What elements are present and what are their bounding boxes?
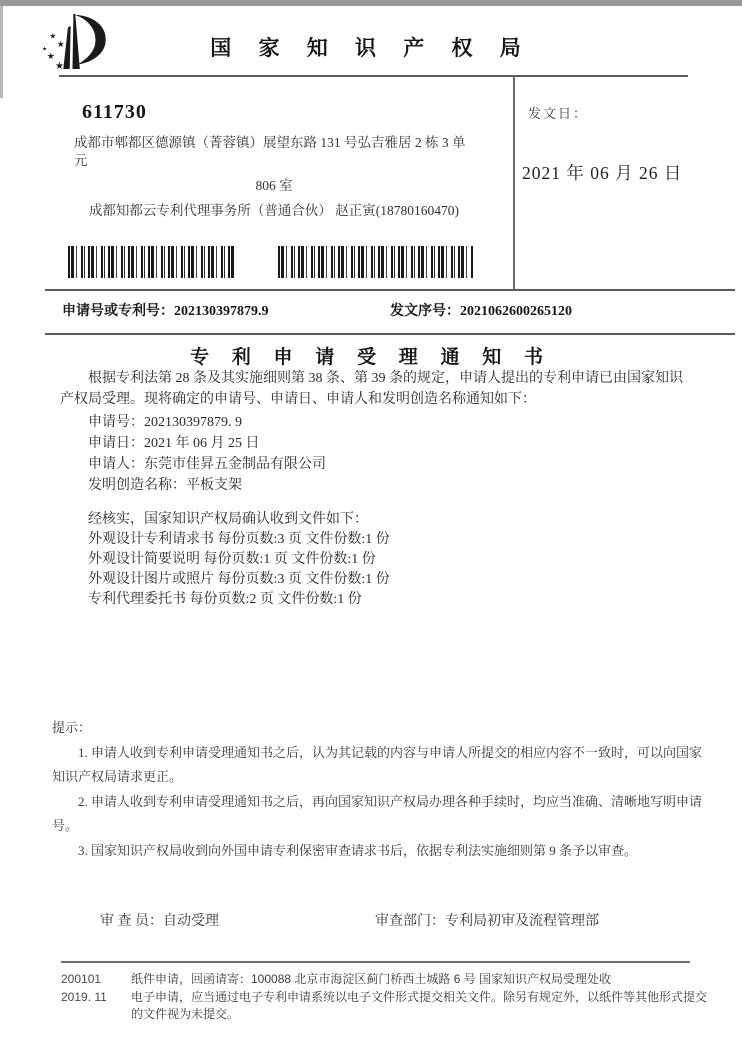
serial-number-label: 发文序号： bbox=[390, 304, 460, 319]
received-documents-list bbox=[60, 530, 694, 610]
serial-number bbox=[390, 300, 572, 320]
footer-row bbox=[61, 971, 709, 989]
tips-section bbox=[52, 716, 710, 863]
dispatch-date-label: 发文日： bbox=[528, 106, 589, 121]
department-value: 专利局初审及流程管理部 bbox=[445, 914, 599, 929]
examiner bbox=[100, 910, 219, 930]
examiner-label: 审 查 员： bbox=[100, 914, 163, 929]
detail-invention-title: 发明创造名称：平板支架 bbox=[88, 478, 242, 493]
application-details bbox=[60, 412, 694, 496]
svg-text:★: ★ bbox=[46, 50, 55, 61]
confirm-line: 经核实，国家知识产权局确认收到文件如下： bbox=[88, 512, 368, 527]
recipient-agency-line: 成都知都云专利代理事务所（普通合伙） 赵正寅(18780160470) bbox=[88, 203, 460, 218]
received-doc-item: 外观设计简要说明 每份页数:1 页 文件份数:1 份 bbox=[88, 552, 376, 567]
notice-title: 专 利 申 请 受 理 通 知 书 bbox=[189, 347, 552, 368]
svg-text:★: ★ bbox=[55, 60, 65, 72]
agency-name-title: 国 家 知 识 产 权 局 bbox=[210, 36, 532, 60]
tip-item: 2. 申请人收到专利申请受理通知书之后，再向国家知识产权局办理各种手续时，均应当准确、清晰地写明申请号。 bbox=[52, 793, 703, 833]
scan-edge-top bbox=[0, 0, 742, 6]
svg-text:★: ★ bbox=[42, 46, 48, 53]
svg-text:★: ★ bbox=[49, 31, 57, 41]
recipient-address-line1: 成都市郫都区德源镇（菁蓉镇）展望东路 131 号弘吉雅居 2 栋 3 单元 bbox=[74, 135, 466, 168]
barcode-serial bbox=[278, 246, 474, 278]
application-number-value: 202130397879.9 bbox=[174, 304, 269, 319]
tip-item: 3. 国家知识产权局收到向外国申请专利保密审查请求书后，依据专利法实施细则第 9 条予以审查。 bbox=[78, 842, 638, 858]
notice-intro: 根据专利法第 28 条及其实施细则第 38 条、第 39 条的规定，申请人提出的专利申请已由国家知识产权局受理。现将确定的申请号、申请日、申请人和发明创造名称通知如下： bbox=[60, 371, 683, 407]
footer-note-electronic: 电子申请，应当通过电子专利申请系统以电子文件形式提交相关文件。除另有规定外，以纸件等其他形式提交的文件视为未提交。 bbox=[131, 989, 708, 1021]
examiner-value: 自动受理 bbox=[163, 914, 219, 929]
received-doc-item: 专利代理委托书 每份页数:2 页 文件份数:1 份 bbox=[88, 592, 362, 607]
notice-body bbox=[60, 368, 694, 610]
footer-notes bbox=[61, 971, 709, 1024]
footer-row bbox=[61, 989, 709, 1024]
divider-above-reference bbox=[45, 289, 735, 291]
footer-form-date: 2019. 11 bbox=[61, 989, 107, 1004]
detail-applicant: 申请人：东莞市佳昇五金制品有限公司 bbox=[88, 457, 326, 472]
barcode-application bbox=[68, 246, 236, 278]
received-doc-item: 外观设计专利请求书 每份页数:3 页 文件份数:1 份 bbox=[88, 532, 390, 547]
application-number-label: 申请号或专利号： bbox=[62, 304, 174, 319]
detail-application-no: 申请号：202130397879. 9 bbox=[88, 415, 242, 430]
footer-form-code: 200101 bbox=[61, 972, 102, 986]
dispatch-date-value: 2021 年 06 月 26 日 bbox=[522, 163, 683, 183]
recipient-postal-code: 611730 bbox=[82, 101, 147, 123]
examining-department bbox=[375, 910, 599, 930]
received-doc-item: 外观设计图片或照片 每份页数:3 页 文件份数:1 份 bbox=[88, 572, 390, 587]
svg-text:★: ★ bbox=[56, 39, 65, 49]
divider-dispatch-box bbox=[513, 75, 515, 290]
footer-note-paper: 纸件申请，回函请寄：100088 北京市海淀区蓟门桥西土城路 6 号 国家知识产权局受理处收 bbox=[131, 972, 612, 986]
divider-header bbox=[59, 75, 688, 77]
tip-item: 1. 申请人收到专利申请受理通知书之后，认为其记载的内容与申请人所提交的相应内容不一致时，可以向国家知识产权局请求更正。 bbox=[52, 744, 703, 784]
application-number bbox=[62, 300, 269, 320]
department-label: 审查部门： bbox=[375, 914, 445, 929]
divider-below-reference bbox=[45, 333, 735, 335]
detail-filing-date: 申请日：2021 年 06 月 25 日 bbox=[88, 436, 260, 451]
tips-title: 提示： bbox=[52, 720, 92, 735]
recipient-block bbox=[74, 101, 474, 219]
divider-footer bbox=[61, 961, 690, 963]
recipient-address-line2: 806 室 bbox=[255, 178, 293, 193]
serial-number-value: 2021062600265120 bbox=[460, 304, 572, 319]
